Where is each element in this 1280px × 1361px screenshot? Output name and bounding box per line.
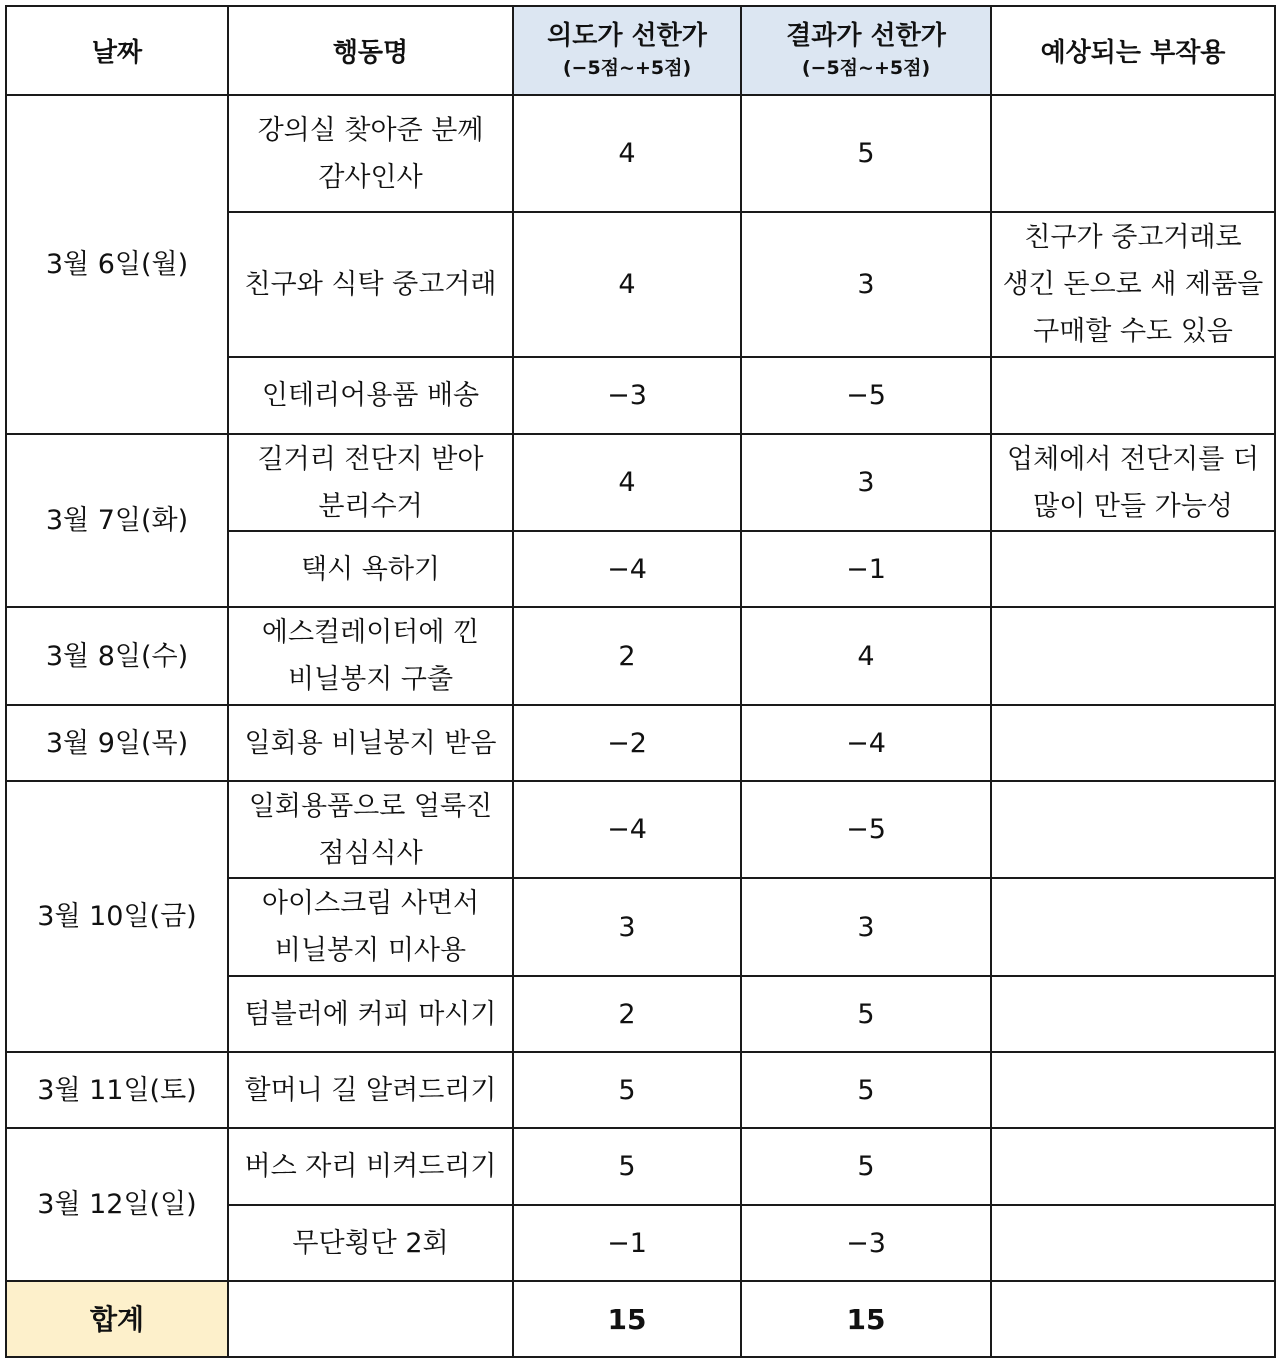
header-result [741, 6, 991, 95]
side-effect-cell [991, 1128, 1275, 1205]
action-line: 강의실 찾아준 분께 [257, 114, 484, 146]
total-side-effect-empty [991, 1281, 1275, 1357]
intent-score: 4 [513, 212, 741, 357]
table-row [6, 607, 1275, 705]
action-line: 일회용품으로 얼룩진 [248, 790, 493, 822]
action-line: 아이스크림 사면서 [261, 888, 480, 919]
action-cell: 무단횡단 2회 [228, 1205, 513, 1281]
total-result: 15 [741, 1281, 991, 1357]
intent-score: 2 [513, 607, 741, 705]
side-effect-cell [991, 1052, 1275, 1128]
side-effect-line: 많이 만들 가능성 [1033, 490, 1233, 522]
action-cell [228, 434, 513, 531]
result-score: 5 [741, 976, 991, 1052]
side-effect-cell [991, 357, 1275, 434]
header-intent-title: 의도가 선한가 [547, 20, 707, 51]
intent-score: 4 [513, 434, 741, 531]
side-effect-cell [991, 95, 1275, 212]
header-intent [513, 6, 741, 95]
result-score: −1 [741, 531, 991, 607]
intent-score: −3 [513, 357, 741, 434]
action-line: 비닐봉지 미사용 [274, 935, 467, 966]
intent-score: 5 [513, 1128, 741, 1205]
action-cell: 인테리어용품 배송 [228, 357, 513, 434]
action-cell: 일회용 비닐봉지 받음 [228, 705, 513, 781]
action-line: 점심식사 [318, 837, 423, 869]
intent-score: −2 [513, 705, 741, 781]
action-line: 길거리 전단지 받아 [257, 443, 484, 475]
result-score: 5 [741, 1128, 991, 1205]
side-effect-cell [991, 531, 1275, 607]
result-score: −3 [741, 1205, 991, 1281]
total-row [6, 1281, 1275, 1357]
result-score: 3 [741, 434, 991, 531]
header-result-title: 결과가 선한가 [786, 20, 946, 51]
header-result-range: (−5점~+5점) [801, 56, 931, 79]
intent-score: 2 [513, 976, 741, 1052]
result-score: 4 [741, 607, 991, 705]
table-row [6, 434, 1275, 531]
date-cell: 3월 12일(일) [6, 1128, 228, 1281]
table-row [6, 1052, 1275, 1128]
side-effect-cell [991, 434, 1275, 531]
intent-score: −4 [513, 781, 741, 878]
total-intent: 15 [513, 1281, 741, 1357]
side-effect-line: 업체에서 전단지를 더 [1007, 443, 1259, 475]
total-label: 합계 [6, 1281, 228, 1357]
result-score: 3 [741, 878, 991, 976]
action-cell: 버스 자리 비켜드리기 [228, 1128, 513, 1205]
side-effect-cell [991, 976, 1275, 1052]
action-evaluation-table [5, 5, 1276, 1358]
action-line: 에스컬레이터에 낀 [261, 617, 480, 648]
action-cell [228, 878, 513, 976]
result-score: 5 [741, 95, 991, 212]
date-cell: 3월 9일(목) [6, 705, 228, 781]
header-action: 행동명 [228, 6, 513, 95]
action-cell: 할머니 길 알려드리기 [228, 1052, 513, 1128]
table-row [6, 781, 1275, 878]
table-row [6, 1128, 1275, 1205]
total-action-empty [228, 1281, 513, 1357]
side-effect-cell [991, 781, 1275, 878]
intent-score: 4 [513, 95, 741, 212]
side-effect-cell [991, 607, 1275, 705]
side-effect-cell [991, 1205, 1275, 1281]
date-cell: 3월 8일(수) [6, 607, 228, 705]
date-cell: 3월 7일(화) [6, 434, 228, 607]
side-effect-line: 친구가 중고거래로 [1024, 222, 1242, 253]
action-line: 감사인사 [318, 161, 423, 193]
table-row [6, 95, 1275, 212]
intent-score: 5 [513, 1052, 741, 1128]
action-line: 비닐봉지 구출 [287, 664, 454, 695]
side-effect-cell [991, 878, 1275, 976]
action-cell [228, 95, 513, 212]
intent-score: 3 [513, 878, 741, 976]
date-cell: 3월 11일(토) [6, 1052, 228, 1128]
result-score: −5 [741, 357, 991, 434]
header-date: 날짜 [6, 6, 228, 95]
result-score: 5 [741, 1052, 991, 1128]
date-cell: 3월 6일(월) [6, 95, 228, 434]
side-effect-cell [991, 212, 1275, 357]
intent-score: −1 [513, 1205, 741, 1281]
action-cell: 텀블러에 커피 마시기 [228, 976, 513, 1052]
action-cell: 친구와 식탁 중고거래 [228, 212, 513, 357]
result-score: −4 [741, 705, 991, 781]
action-line: 분리수거 [318, 490, 423, 522]
action-cell [228, 781, 513, 878]
side-effect-cell [991, 705, 1275, 781]
table-row [6, 705, 1275, 781]
action-cell [228, 607, 513, 705]
action-cell: 택시 욕하기 [228, 531, 513, 607]
intent-score: −4 [513, 531, 741, 607]
result-score: −5 [741, 781, 991, 878]
header-side-effect: 예상되는 부작용 [991, 6, 1275, 95]
side-effect-line: 생긴 돈으로 새 제품을 [1002, 269, 1264, 300]
header-intent-range: (−5점~+5점) [562, 56, 692, 79]
result-score: 3 [741, 212, 991, 357]
header-row [6, 6, 1275, 95]
date-cell: 3월 10일(금) [6, 781, 228, 1052]
side-effect-line: 구매할 수도 있음 [1033, 316, 1233, 347]
